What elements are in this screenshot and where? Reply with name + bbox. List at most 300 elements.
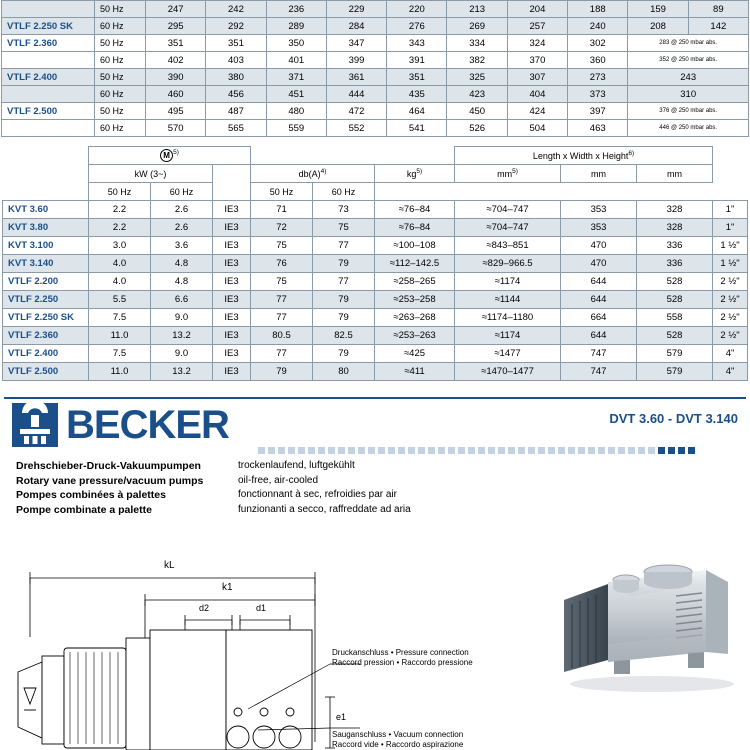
table-row (2, 120, 749, 137)
table-row (2, 1, 749, 18)
cell-db-50hz: 76 (251, 255, 313, 273)
cell-width: 747 (561, 363, 637, 381)
row-frequency: 50 Hz (95, 1, 146, 18)
cell-width: 470 (561, 237, 637, 255)
cell-width: 353 (561, 201, 637, 219)
row-frequency: 60 Hz (95, 18, 146, 35)
cell-value: 463 (568, 120, 628, 137)
spacer-cell (375, 183, 455, 201)
cell-value: 302 (568, 35, 628, 52)
rule-dot (488, 447, 495, 454)
table-row (2, 86, 749, 103)
rule-dot (288, 447, 295, 454)
cell-value-note: 352 @ 250 mbar abs. (628, 52, 749, 69)
cell-kw-50hz: 7.5 (89, 309, 151, 327)
rule-dot-accent (688, 447, 695, 454)
rule-dot (328, 447, 335, 454)
callout-vacuum-line-2: Raccord vide • Raccordo aspirazione (332, 740, 464, 749)
cell-value: 350 (266, 35, 326, 52)
cell-db-60hz: 79 (313, 345, 375, 363)
dim-label-kL: kL (164, 560, 175, 571)
cell-connection: 4" (713, 363, 748, 381)
model-range-title: DVT 3.60 - DVT 3.140 (609, 411, 738, 426)
cell-kw-60hz: 4.8 (151, 255, 213, 273)
cell-connection: 1" (713, 201, 748, 219)
cell-db-50hz: 75 (251, 237, 313, 255)
cell-db-60hz: 79 (313, 291, 375, 309)
cell-value: 295 (146, 18, 206, 35)
cell-kw-60hz: 6.6 (151, 291, 213, 309)
rule-dot-accent (678, 447, 685, 454)
mm-footnote: 5) (512, 168, 518, 175)
cell-value: 373 (568, 86, 628, 103)
spacer-cell (713, 165, 748, 183)
db-footnote: 4) (320, 168, 327, 175)
cell-value: 460 (146, 86, 206, 103)
cell-width: 644 (561, 291, 637, 309)
cell-value: 487 (206, 103, 266, 120)
db-label: db(A) (298, 169, 321, 179)
cell-weight: ≈258–265 (375, 273, 455, 291)
cell-value: 220 (387, 1, 447, 18)
row-frequency: 50 Hz (95, 35, 146, 52)
cell-kw-50hz: 4.0 (89, 273, 151, 291)
spacer-cell (3, 183, 89, 201)
row-model (2, 1, 95, 18)
cell-value: 257 (507, 18, 567, 35)
cell-kw-50hz: 4.0 (89, 255, 151, 273)
rule-dot (458, 447, 465, 454)
cell-value: 423 (447, 86, 507, 103)
rule-dot (528, 447, 535, 454)
spec-table-head (3, 147, 748, 201)
feature-en: oil-free, air-cooled (238, 474, 319, 486)
cell-kw-50hz: 11.0 (89, 363, 151, 381)
cell-db-50hz: 80.5 (251, 327, 313, 345)
cell-value: 247 (146, 1, 206, 18)
cell-efficiency-class: IE3 (213, 363, 251, 381)
row-model: VTLF 2.500 (2, 103, 95, 120)
row-frequency: 60 Hz (95, 120, 146, 137)
cell-value: 89 (688, 1, 748, 18)
cell-kw-60hz: 3.6 (151, 237, 213, 255)
row-model: VTLF 2.360 (3, 327, 89, 345)
rule-dot (258, 447, 265, 454)
cell-db-60hz: 77 (313, 273, 375, 291)
spec-table-body (3, 201, 748, 381)
cell-value: 351 (146, 35, 206, 52)
rule-dot (428, 447, 435, 454)
cell-length: ≈1174 (455, 273, 561, 291)
row-model: KVT 3.140 (3, 255, 89, 273)
cell-db-50hz: 77 (251, 291, 313, 309)
kw-header: kW (3~) (89, 165, 213, 183)
cell-length: ≈704–747 (455, 201, 561, 219)
cell-height: 528 (637, 273, 713, 291)
table-row (3, 219, 748, 237)
rule-dot (358, 447, 365, 454)
cell-height: 558 (637, 309, 713, 327)
cell-weight: ≈425 (375, 345, 455, 363)
cell-value: 361 (326, 69, 386, 86)
cell-value: 343 (387, 35, 447, 52)
cell-value: 351 (206, 35, 266, 52)
rule-dot (318, 447, 325, 454)
rule-dot (618, 447, 625, 454)
cell-value: 242 (206, 1, 266, 18)
cell-db-60hz: 79 (313, 309, 375, 327)
cell-weight: ≈76–84 (375, 219, 455, 237)
cell-connection: 1" (713, 219, 748, 237)
cell-value: 347 (326, 35, 386, 52)
cell-value: 360 (568, 52, 628, 69)
row-model: VTLF 2.500 (3, 363, 89, 381)
rule-dot (558, 447, 565, 454)
cell-value: 292 (206, 18, 266, 35)
cell-value: 243 (628, 69, 749, 86)
rule-dot (518, 447, 525, 454)
table-row (3, 345, 748, 363)
cell-height: 528 (637, 327, 713, 345)
db-50hz-header: 50 Hz (251, 183, 313, 201)
cell-length: ≈1174–1180 (455, 309, 561, 327)
cell-kw-60hz: 2.6 (151, 219, 213, 237)
cell-height: 579 (637, 345, 713, 363)
spec-table-wrapper (0, 146, 750, 381)
cell-value: 456 (206, 86, 266, 103)
cell-value: 480 (266, 103, 326, 120)
row-model (2, 120, 95, 137)
cell-value: 325 (447, 69, 507, 86)
spec-table (2, 146, 748, 381)
cell-efficiency-class: IE3 (213, 273, 251, 291)
cell-height: 528 (637, 291, 713, 309)
description-column-right (238, 459, 568, 517)
cell-value: 351 (387, 69, 447, 86)
cell-efficiency-class: IE3 (213, 201, 251, 219)
rule-dot (278, 447, 285, 454)
cell-value: 444 (326, 86, 386, 103)
description-fr: Pompes combinées à palettes (16, 489, 166, 501)
cell-weight: ≈100–108 (375, 237, 455, 255)
row-model: VTLF 2.250 (3, 291, 89, 309)
rule-dot (588, 447, 595, 454)
kg-footnote: 5) (416, 168, 423, 175)
row-model: VTLF 2.360 (2, 35, 95, 52)
brand-logo (12, 403, 229, 447)
cell-value: 472 (326, 103, 386, 120)
cell-height: 328 (637, 219, 713, 237)
row-model: VTLF 2.250 SK (3, 309, 89, 327)
feature-it: funzionanti a secco, raffreddate ad aria (238, 503, 411, 515)
rule-dot (608, 447, 615, 454)
cell-value: 552 (326, 120, 386, 137)
rule-dot (418, 447, 425, 454)
description-it: Pompe combinate a palette (16, 503, 152, 516)
rule-dot-accent (668, 447, 675, 454)
kw-60hz-header: 60 Hz (151, 183, 213, 201)
cell-value: 526 (447, 120, 507, 137)
cell-value: 371 (266, 69, 326, 86)
cell-kw-60hz: 4.8 (151, 273, 213, 291)
cell-value: 397 (568, 103, 628, 120)
cell-value: 559 (266, 120, 326, 137)
cell-value: 403 (206, 52, 266, 69)
cell-value: 289 (266, 18, 326, 35)
table-row (3, 327, 748, 345)
cell-length: ≈1144 (455, 291, 561, 309)
feature-fr: fonctionnant à sec, refroidies par air (238, 489, 397, 500)
cell-value: 390 (146, 69, 206, 86)
cell-value: 495 (146, 103, 206, 120)
spacer-cell (637, 183, 713, 201)
cell-db-50hz: 75 (251, 273, 313, 291)
row-frequency: 60 Hz (95, 52, 146, 69)
spacer-cell (213, 183, 251, 201)
kw-50hz-header: 50 Hz (89, 183, 151, 201)
cell-kw-50hz: 5.5 (89, 291, 151, 309)
cell-height: 336 (637, 255, 713, 273)
spacer-cell (561, 183, 637, 201)
cell-weight: ≈253–263 (375, 327, 455, 345)
table-row (3, 201, 748, 219)
cell-value: 240 (568, 18, 628, 35)
spec-header-row-3 (3, 183, 748, 201)
cell-value: 236 (266, 1, 326, 18)
feature-de: trockenlaufend, luftgekühlt (238, 460, 355, 471)
brand-header (0, 397, 750, 455)
cell-length: ≈1470–1477 (455, 363, 561, 381)
db-60hz-header: 60 Hz (313, 183, 375, 201)
table-row (2, 18, 749, 35)
cell-value: 464 (387, 103, 447, 120)
cell-value: 565 (206, 120, 266, 137)
cell-value: 324 (507, 35, 567, 52)
rule-dot (498, 447, 505, 454)
spacer-cell (3, 147, 89, 165)
rule-dot (628, 447, 635, 454)
callout-pressure-line-1: Druckanschluss • Pressure connection (332, 648, 469, 657)
rule-dot (378, 447, 385, 454)
cell-kw-60hz: 13.2 (151, 327, 213, 345)
rule-dot (438, 447, 445, 454)
callout-pressure-connection (332, 648, 473, 668)
row-model: VTLF 2.400 (3, 345, 89, 363)
mm-label: mm (497, 169, 513, 179)
row-model: KVT 3.100 (3, 237, 89, 255)
cell-value: 570 (146, 120, 206, 137)
cell-db-60hz: 75 (313, 219, 375, 237)
header-rule (4, 397, 746, 399)
table-row (3, 255, 748, 273)
cell-db-60hz: 79 (313, 255, 375, 273)
table-row (3, 237, 748, 255)
description-en: Rotary vane pressure/vacuum pumps (16, 474, 204, 487)
performance-table (1, 0, 749, 137)
cell-db-60hz: 82.5 (313, 327, 375, 345)
cell-db-50hz: 77 (251, 345, 313, 363)
cell-value: 504 (507, 120, 567, 137)
cell-value: 404 (507, 86, 567, 103)
cell-efficiency-class: IE3 (213, 219, 251, 237)
cell-kw-50hz: 2.2 (89, 201, 151, 219)
dim-label-d1: d1 (256, 603, 267, 613)
table-row (2, 69, 749, 86)
table-row (3, 309, 748, 327)
cell-kw-60hz: 13.2 (151, 363, 213, 381)
spacer-cell (3, 165, 89, 183)
row-frequency: 50 Hz (95, 69, 146, 86)
cell-db-60hz: 73 (313, 201, 375, 219)
description-de: Drehschieber-Druck-Vakuumpumpen (16, 460, 201, 472)
cell-weight: ≈76–84 (375, 201, 455, 219)
row-frequency: 60 Hz (95, 86, 146, 103)
row-model: VTLF 2.200 (3, 273, 89, 291)
mm-header-height: mm (637, 165, 713, 183)
cell-connection: 2 ½" (713, 309, 748, 327)
callout-pressure-line-2: Raccord pression • Raccordo pressione (332, 658, 473, 667)
spec-header-row-2 (3, 165, 748, 183)
cell-value: 402 (146, 52, 206, 69)
product-photo (556, 556, 744, 696)
cell-db-50hz: 71 (251, 201, 313, 219)
cell-value: 204 (507, 1, 567, 18)
rule-dot (478, 447, 485, 454)
cell-value: 142 (688, 18, 748, 35)
spacer-cell (251, 147, 375, 165)
cell-width: 644 (561, 327, 637, 345)
cell-kw-50hz: 7.5 (89, 345, 151, 363)
cell-value: 269 (447, 18, 507, 35)
row-model (2, 52, 95, 69)
cell-db-50hz: 72 (251, 219, 313, 237)
table-row (2, 52, 749, 69)
product-description (0, 459, 750, 521)
cell-height: 328 (637, 201, 713, 219)
rule-dot (368, 447, 375, 454)
cell-width: 353 (561, 219, 637, 237)
cell-db-60hz: 80 (313, 363, 375, 381)
rule-dot (648, 447, 655, 454)
rule-dot (598, 447, 605, 454)
description-column-left (16, 459, 246, 517)
cell-kw-50hz: 11.0 (89, 327, 151, 345)
cell-weight: ≈112–142.5 (375, 255, 455, 273)
row-model: KVT 3.60 (3, 201, 89, 219)
cell-value: 451 (266, 86, 326, 103)
rule-dot (268, 447, 275, 454)
cell-value: 273 (568, 69, 628, 86)
cell-connection: 2 ½" (713, 327, 748, 345)
rule-dot (308, 447, 315, 454)
cell-efficiency-class: IE3 (213, 309, 251, 327)
rule-dot (408, 447, 415, 454)
dimensions-label: Length x Width x Height (532, 151, 629, 161)
cell-value: 450 (447, 103, 507, 120)
cell-weight: ≈263–268 (375, 309, 455, 327)
rule-dot (448, 447, 455, 454)
cell-efficiency-class: IE3 (213, 327, 251, 345)
cell-width: 644 (561, 273, 637, 291)
cell-value-note: 283 @ 250 mbar abs. (628, 35, 749, 52)
cell-value: 435 (387, 86, 447, 103)
rule-dot (388, 447, 395, 454)
rule-dot (538, 447, 545, 454)
rule-dot (548, 447, 555, 454)
rule-dot (348, 447, 355, 454)
db-header (251, 165, 375, 183)
callout-vacuum-connection (332, 730, 463, 750)
cell-value: 276 (387, 18, 447, 35)
rule-dot (468, 447, 475, 454)
cell-value: 213 (447, 1, 507, 18)
becker-logo-icon (12, 403, 58, 447)
table-row (2, 103, 749, 120)
cell-kw-50hz: 3.0 (89, 237, 151, 255)
rule-dot (568, 447, 575, 454)
table-row (3, 291, 748, 309)
cell-connection: 2 ½" (713, 273, 748, 291)
cell-efficiency-class: IE3 (213, 291, 251, 309)
cell-width: 664 (561, 309, 637, 327)
cell-value: 380 (206, 69, 266, 86)
cell-length: ≈829–966.5 (455, 255, 561, 273)
mm-header-width: mm (561, 165, 637, 183)
dim-label-d2: d2 (199, 603, 210, 613)
cell-value: 307 (507, 69, 567, 86)
cell-value: 401 (266, 52, 326, 69)
cell-length: ≈843–851 (455, 237, 561, 255)
rule-dot (578, 447, 585, 454)
row-model: KVT 3.80 (3, 219, 89, 237)
cell-kw-60hz: 2.6 (151, 201, 213, 219)
cell-value-note: 446 @ 250 mbar abs. (628, 120, 749, 137)
cell-connection: 2 ½" (713, 291, 748, 309)
callout-vacuum-line-1: Sauganschluss • Vacuum connection (332, 730, 464, 739)
cell-connection: 1 ½" (713, 255, 748, 273)
rule-dot (398, 447, 405, 454)
kg-label: kg (406, 169, 417, 179)
performance-table-body (2, 1, 749, 137)
cell-value: 424 (507, 103, 567, 120)
cell-value: 284 (326, 18, 386, 35)
spec-header-row-1 (3, 147, 748, 165)
cell-value: 159 (628, 1, 688, 18)
cell-db-60hz: 77 (313, 237, 375, 255)
row-model (2, 86, 95, 103)
cell-efficiency-class: IE3 (213, 345, 251, 363)
dimensions-footnote: 6) (628, 150, 635, 157)
rule-dot (338, 447, 345, 454)
cell-length: ≈1477 (455, 345, 561, 363)
cell-value: 382 (447, 52, 507, 69)
cell-value-note: 376 @ 250 mbar abs. (628, 103, 749, 120)
row-model: VTLF 2.400 (2, 69, 95, 86)
dim-label-k1: k1 (222, 582, 233, 593)
cell-length: ≈1174 (455, 327, 561, 345)
motor-icon: M (160, 149, 173, 162)
cell-value: 188 (568, 1, 628, 18)
cell-weight: ≈411 (375, 363, 455, 381)
spacer-cell (375, 147, 455, 165)
cell-value: 229 (326, 1, 386, 18)
motor-header (89, 147, 251, 165)
cell-kw-60hz: 9.0 (151, 309, 213, 327)
spacer-cell (713, 147, 748, 165)
table-row (3, 273, 748, 291)
rule-dot (638, 447, 645, 454)
spacer-cell (213, 165, 251, 183)
